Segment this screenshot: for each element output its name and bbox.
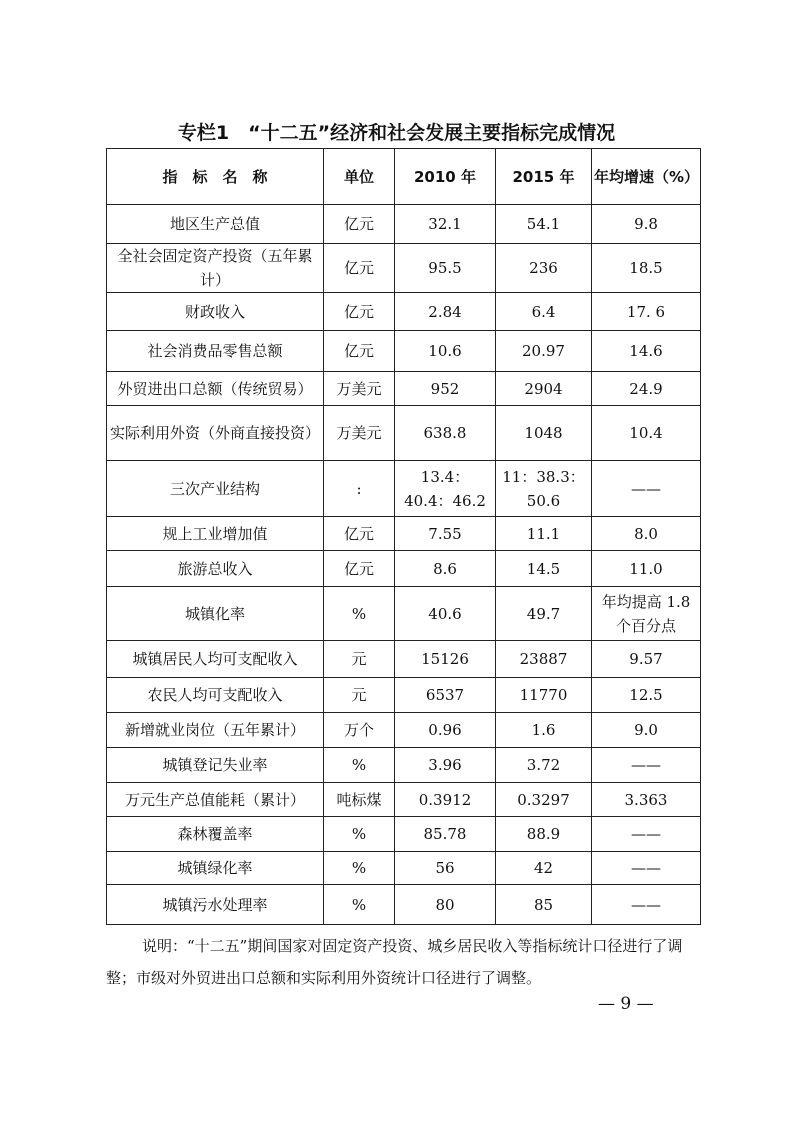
cell-value-2010: 15126	[395, 641, 496, 678]
cell-unit: 亿元	[324, 551, 395, 587]
cell-value-2015: 14.5	[496, 551, 592, 587]
cell-value-2010: 3.96	[395, 748, 496, 783]
table-row	[107, 205, 701, 244]
cell-growth: ——	[592, 852, 701, 885]
cell-growth: 9.8	[592, 205, 701, 244]
cell-unit: 元	[324, 678, 395, 713]
cell-value-2015: 1048	[496, 406, 592, 461]
cell-growth: ——	[592, 748, 701, 783]
cell-value-2010: 80	[395, 885, 496, 925]
cell-unit: 万个	[324, 713, 395, 748]
cell-value-2010: 638.8	[395, 406, 496, 461]
cell-value-2010: 10.6	[395, 331, 496, 372]
cell-value-2015: 1.6	[496, 713, 592, 748]
cell-value-2015: 6.4	[496, 293, 592, 331]
page-number: — 9 —	[598, 994, 654, 1014]
cell-growth: 3.363	[592, 783, 701, 817]
cell-indicator-name: 实际利用外资（外商直接投资）	[107, 406, 324, 461]
cell-value-2015: 11.1	[496, 517, 592, 551]
cell-unit: %	[324, 817, 395, 852]
cell-value-2010: 7.55	[395, 517, 496, 551]
cell-growth: 11.0	[592, 551, 701, 587]
cell-growth: 年均提高 1.8 个百分点	[592, 587, 701, 641]
cell-indicator-name: 地区生产总值	[107, 205, 324, 244]
cell-unit: 亿元	[324, 244, 395, 293]
cell-value-2010: 85.78	[395, 817, 496, 852]
cell-unit: 吨标煤	[324, 783, 395, 817]
cell-value-2015: 2904	[496, 372, 592, 406]
header-2015: 2015 年	[496, 149, 592, 205]
table-row	[107, 783, 701, 817]
cell-value-2010: 13.4：40.4：46.2	[395, 461, 496, 517]
cell-value-2010: 0.3912	[395, 783, 496, 817]
cell-indicator-name: 城镇登记失业率	[107, 748, 324, 783]
cell-value-2010: 0.96	[395, 713, 496, 748]
cell-indicator-name: 全社会固定资产投资（五年累计）	[107, 244, 324, 293]
cell-growth: 24.9	[592, 372, 701, 406]
cell-unit: %	[324, 885, 395, 925]
cell-unit: 亿元	[324, 205, 395, 244]
cell-growth: 14.6	[592, 331, 701, 372]
cell-indicator-name: 农民人均可支配收入	[107, 678, 324, 713]
cell-value-2015: 88.9	[496, 817, 592, 852]
cell-value-2010: 2.84	[395, 293, 496, 331]
cell-value-2015: 42	[496, 852, 592, 885]
cell-indicator-name: 新增就业岗位（五年累计）	[107, 713, 324, 748]
cell-unit: :	[324, 461, 395, 517]
cell-indicator-name: 规上工业增加值	[107, 517, 324, 551]
cell-growth: ——	[592, 817, 701, 852]
cell-value-2015: 85	[496, 885, 592, 925]
table-row	[107, 331, 701, 372]
cell-unit: %	[324, 852, 395, 885]
table-row	[107, 817, 701, 852]
table-header-row	[107, 149, 701, 205]
header-unit: 单位	[324, 149, 395, 205]
cell-value-2010: 8.6	[395, 551, 496, 587]
cell-indicator-name: 三次产业结构	[107, 461, 324, 517]
indicator-table	[106, 148, 701, 925]
cell-value-2010: 56	[395, 852, 496, 885]
cell-unit: 万美元	[324, 406, 395, 461]
cell-growth: ——	[592, 885, 701, 925]
cell-indicator-name: 财政收入	[107, 293, 324, 331]
cell-indicator-name: 社会消费品零售总额	[107, 331, 324, 372]
cell-indicator-name: 城镇化率	[107, 587, 324, 641]
table-row	[107, 852, 701, 885]
table-row	[107, 678, 701, 713]
cell-growth: 9.0	[592, 713, 701, 748]
cell-value-2015: 11770	[496, 678, 592, 713]
cell-unit: %	[324, 748, 395, 783]
cell-growth: 17. 6	[592, 293, 701, 331]
header-indicator: 指 标 名 称	[107, 149, 324, 205]
table-row	[107, 293, 701, 331]
cell-growth: ——	[592, 461, 701, 517]
table-row	[107, 713, 701, 748]
cell-indicator-name: 城镇绿化率	[107, 852, 324, 885]
cell-unit: 万美元	[324, 372, 395, 406]
header-2010: 2010 年	[395, 149, 496, 205]
cell-indicator-name: 旅游总收入	[107, 551, 324, 587]
cell-value-2010: 952	[395, 372, 496, 406]
cell-growth: 9.57	[592, 641, 701, 678]
table-row	[107, 885, 701, 925]
table-row	[107, 551, 701, 587]
cell-indicator-name: 森林覆盖率	[107, 817, 324, 852]
cell-value-2015: 3.72	[496, 748, 592, 783]
cell-value-2010: 40.6	[395, 587, 496, 641]
cell-value-2015: 23887	[496, 641, 592, 678]
cell-indicator-name: 城镇污水处理率	[107, 885, 324, 925]
cell-unit: %	[324, 587, 395, 641]
table-row	[107, 406, 701, 461]
cell-value-2015: 20.97	[496, 331, 592, 372]
table-row	[107, 517, 701, 551]
table-row	[107, 244, 701, 293]
table-row	[107, 587, 701, 641]
cell-growth: 10.4	[592, 406, 701, 461]
cell-value-2015: 0.3297	[496, 783, 592, 817]
cell-unit: 亿元	[324, 517, 395, 551]
table-row	[107, 641, 701, 678]
table-row	[107, 748, 701, 783]
cell-value-2010: 6537	[395, 678, 496, 713]
cell-growth: 8.0	[592, 517, 701, 551]
table-row	[107, 461, 701, 517]
cell-value-2015: 49.7	[496, 587, 592, 641]
cell-value-2015: 11：38.3：50.6	[496, 461, 592, 517]
cell-value-2010: 32.1	[395, 205, 496, 244]
table-title: 专栏1 “十二五”经济和社会发展主要指标完成情况	[177, 122, 616, 144]
cell-indicator-name: 万元生产总值能耗（累计）	[107, 783, 324, 817]
cell-value-2010: 95.5	[395, 244, 496, 293]
footnote: 说明：“十二五”期间国家对固定资产投资、城乡居民收入等指标统计口径进行了调整；市级对外贸进出口总额和实际利用外资统计口径进行了调整。	[106, 937, 683, 987]
table-row	[107, 372, 701, 406]
cell-unit: 亿元	[324, 293, 395, 331]
cell-unit: 元	[324, 641, 395, 678]
cell-indicator-name: 城镇居民人均可支配收入	[107, 641, 324, 678]
cell-value-2015: 54.1	[496, 205, 592, 244]
cell-unit: 亿元	[324, 331, 395, 372]
cell-growth: 12.5	[592, 678, 701, 713]
cell-value-2015: 236	[496, 244, 592, 293]
cell-growth: 18.5	[592, 244, 701, 293]
header-growth: 年均增速（%）	[592, 149, 701, 205]
cell-indicator-name: 外贸进出口总额（传统贸易）	[107, 372, 324, 406]
